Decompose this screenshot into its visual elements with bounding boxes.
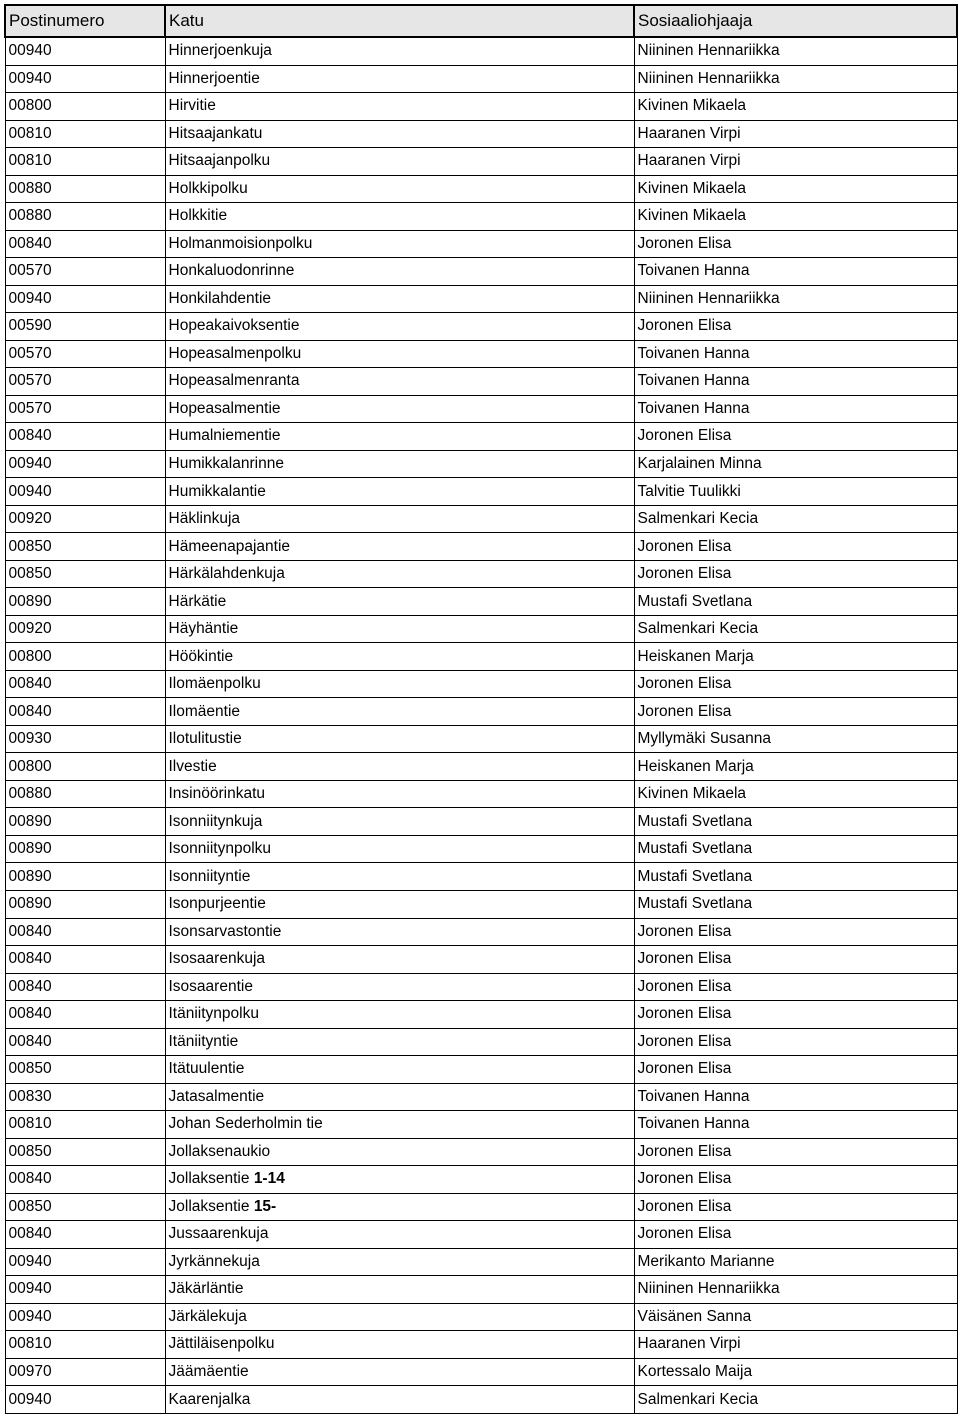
social-worker-cell: Toivanen Hanna (634, 1083, 957, 1111)
postal-code-cell: 00970 (5, 1358, 165, 1386)
table-row (5, 203, 957, 231)
table-row (5, 533, 957, 561)
street-name: Hirvitie (168, 97, 216, 115)
social-worker-cell: Joronen Elisa (634, 1193, 957, 1221)
postal-code-cell: 00840 (5, 698, 165, 726)
street-name: Hopeasalmenranta (168, 372, 300, 390)
postal-code-cell: 00570 (5, 395, 165, 423)
postal-code-cell: 00850 (5, 560, 165, 588)
street-name: Hopeasalmenpolku (168, 344, 302, 362)
social-worker-cell: Niininen Hennariikka (634, 1276, 957, 1304)
header-social-worker: Sosiaaliohjaaja (634, 5, 957, 37)
street-cell (165, 946, 634, 974)
street-name: Jäkärläntie (168, 1280, 244, 1298)
social-worker-cell: Väisänen Sanna (634, 1303, 957, 1331)
street-name: Hitsaajanpolku (168, 152, 271, 170)
street-cell (165, 120, 634, 148)
social-worker-cell: Heiskanen Marja (634, 753, 957, 781)
street-cell (165, 1221, 634, 1249)
table-row (5, 1001, 957, 1029)
street-name: Isonniitynkuja (168, 812, 263, 830)
street-directory-table (4, 4, 958, 1414)
street-cell (165, 1358, 634, 1386)
social-worker-cell: Heiskanen Marja (634, 643, 957, 671)
table-row (5, 835, 957, 863)
street-name: Insinöörinkatu (168, 785, 266, 803)
street-cell (165, 285, 634, 313)
social-worker-cell: Karjalainen Minna (634, 450, 957, 478)
street-name: Hinnerjoenkuja (168, 42, 272, 60)
table-row (5, 1358, 957, 1386)
social-worker-cell: Joronen Elisa (634, 1001, 957, 1029)
street-name: Ilvestie (168, 757, 217, 775)
street-name: Häklinkuja (168, 510, 241, 528)
table-row (5, 698, 957, 726)
social-worker-cell: Mustafi Svetlana (634, 890, 957, 918)
street-cell (165, 175, 634, 203)
street-number-range: 15- (253, 1197, 277, 1215)
street-cell (165, 1001, 634, 1029)
street-cell (165, 1276, 634, 1304)
table-row (5, 37, 957, 65)
social-worker-cell: Mustafi Svetlana (634, 588, 957, 616)
postal-code-cell: 00850 (5, 533, 165, 561)
street-cell (165, 835, 634, 863)
postal-code-cell: 00840 (5, 1001, 165, 1029)
street-cell (165, 395, 634, 423)
street-cell (165, 670, 634, 698)
postal-code-cell: 00940 (5, 1386, 165, 1414)
street-name: Ilotulitustie (168, 730, 242, 748)
table-row (5, 780, 957, 808)
postal-code-cell: 00940 (5, 1276, 165, 1304)
street-name: Isosaarentie (168, 977, 253, 995)
social-worker-cell: Mustafi Svetlana (634, 835, 957, 863)
social-worker-cell: Kortessalo Maija (634, 1358, 957, 1386)
social-worker-cell: Joronen Elisa (634, 1138, 957, 1166)
table-row (5, 93, 957, 121)
postal-code-cell: 00940 (5, 37, 165, 65)
social-worker-cell: Joronen Elisa (634, 973, 957, 1001)
street-name: Itäniitynpolku (168, 1005, 259, 1023)
street-name: Ilomäenpolku (168, 675, 261, 693)
street-name: Järkälekuja (168, 1307, 247, 1325)
street-name: Isosaarenkuja (168, 950, 266, 968)
postal-code-cell: 00940 (5, 1303, 165, 1331)
street-cell (165, 863, 634, 891)
street-name: Jollaksentie (168, 1197, 250, 1215)
table-row (5, 1303, 957, 1331)
table-row (5, 65, 957, 93)
table-row (5, 450, 957, 478)
postal-code-cell: 00800 (5, 643, 165, 671)
social-worker-cell: Kivinen Mikaela (634, 780, 957, 808)
postal-code-cell: 00840 (5, 1221, 165, 1249)
postal-code-cell: 00890 (5, 835, 165, 863)
street-name: Jättiläisenpolku (168, 1335, 275, 1353)
street-cell (165, 478, 634, 506)
social-worker-cell: Joronen Elisa (634, 1028, 957, 1056)
table-row (5, 285, 957, 313)
social-worker-cell: Kivinen Mikaela (634, 175, 957, 203)
postal-code-cell: 00920 (5, 505, 165, 533)
street-cell (165, 368, 634, 396)
table-row (5, 808, 957, 836)
postal-code-cell: 00810 (5, 1111, 165, 1139)
table-row (5, 423, 957, 451)
table-row (5, 560, 957, 588)
street-cell (165, 1303, 634, 1331)
postal-code-cell: 00940 (5, 478, 165, 506)
postal-code-cell: 00810 (5, 120, 165, 148)
postal-code-cell: 00840 (5, 423, 165, 451)
postal-code-cell: 00800 (5, 93, 165, 121)
street-name: Johan Sederholmin tie (168, 1115, 323, 1133)
table-row (5, 1331, 957, 1359)
social-worker-cell: Mustafi Svetlana (634, 808, 957, 836)
table-row (5, 863, 957, 891)
street-name: Honkilahdentie (168, 289, 272, 307)
header-street: Katu (165, 5, 634, 37)
street-name: Isonsarvastontie (168, 922, 282, 940)
postal-code-cell: 00570 (5, 368, 165, 396)
street-number-range: 1-14 (253, 1170, 285, 1188)
table-row (5, 1386, 957, 1414)
social-worker-cell: Salmenkari Kecia (634, 505, 957, 533)
table-row (5, 973, 957, 1001)
table-row (5, 1083, 957, 1111)
street-name: Jatasalmentie (168, 1087, 265, 1105)
table-row (5, 1221, 957, 1249)
social-worker-cell: Haaranen Virpi (634, 148, 957, 176)
street-cell (165, 918, 634, 946)
social-worker-cell: Toivanen Hanna (634, 1111, 957, 1139)
street-name: Hopeasalmentie (168, 399, 281, 417)
street-name: Jäämäentie (168, 1363, 249, 1380)
social-worker-cell: Joronen Elisa (634, 918, 957, 946)
postal-code-cell: 00930 (5, 725, 165, 753)
postal-code-cell: 00570 (5, 340, 165, 368)
street-cell (165, 588, 634, 616)
street-name: Isonniityntie (168, 867, 251, 885)
street-cell (165, 890, 634, 918)
social-worker-cell: Joronen Elisa (634, 1056, 957, 1084)
table-header (5, 5, 957, 37)
social-worker-cell: Joronen Elisa (634, 423, 957, 451)
postal-code-cell: 00570 (5, 258, 165, 286)
street-name: Hopeakaivoksentie (168, 317, 300, 335)
postal-code-cell: 00940 (5, 1248, 165, 1276)
social-worker-cell: Talvitie Tuulikki (634, 478, 957, 506)
social-worker-cell: Haaranen Virpi (634, 1331, 957, 1359)
postal-code-cell: 00850 (5, 1056, 165, 1084)
table-row (5, 1193, 957, 1221)
street-name: Härkätie (168, 592, 227, 610)
street-cell (165, 725, 634, 753)
street-cell (165, 340, 634, 368)
social-worker-cell: Joronen Elisa (634, 670, 957, 698)
table-row (5, 1056, 957, 1084)
social-worker-cell: Mustafi Svetlana (634, 863, 957, 891)
social-worker-cell: Salmenkari Kecia (634, 1386, 957, 1414)
social-worker-cell: Joronen Elisa (634, 1221, 957, 1249)
street-name: Jyrkännekuja (168, 1252, 260, 1270)
social-worker-cell: Niininen Hennariikka (634, 37, 957, 65)
postal-code-cell: 00840 (5, 918, 165, 946)
street-name: Ilomäentie (168, 702, 241, 720)
postal-code-cell: 00890 (5, 808, 165, 836)
street-cell (165, 450, 634, 478)
postal-code-cell: 00840 (5, 230, 165, 258)
street-name: Häyhäntie (168, 620, 239, 638)
social-worker-cell: Toivanen Hanna (634, 340, 957, 368)
table-row (5, 230, 957, 258)
street-name: Isonniitynpolku (168, 840, 272, 858)
postal-code-cell: 00880 (5, 203, 165, 231)
street-cell (165, 313, 634, 341)
street-name: Humikkalantie (168, 482, 266, 500)
street-cell (165, 1138, 634, 1166)
postal-code-cell: 00840 (5, 946, 165, 974)
street-cell (165, 203, 634, 231)
social-worker-cell: Toivanen Hanna (634, 395, 957, 423)
street-name: Hämeenapajantie (168, 537, 291, 555)
postal-code-cell: 00840 (5, 670, 165, 698)
table-row (5, 313, 957, 341)
table-row (5, 890, 957, 918)
table-body (5, 37, 957, 1413)
street-cell (165, 533, 634, 561)
postal-code-cell: 00590 (5, 313, 165, 341)
street-cell (165, 1331, 634, 1359)
table-row (5, 505, 957, 533)
social-worker-cell: Joronen Elisa (634, 1166, 957, 1194)
table-row (5, 1166, 957, 1194)
street-cell (165, 1166, 634, 1194)
social-worker-cell: Kivinen Mikaela (634, 93, 957, 121)
street-name: Jussaarenkuja (168, 1225, 269, 1243)
postal-code-cell: 00840 (5, 973, 165, 1001)
street-name: Humalniementie (168, 427, 281, 445)
social-worker-cell: Kivinen Mikaela (634, 203, 957, 231)
street-cell (165, 560, 634, 588)
social-worker-cell: Haaranen Virpi (634, 120, 957, 148)
street-cell (165, 1193, 634, 1221)
postal-code-cell: 00850 (5, 1138, 165, 1166)
street-cell (165, 615, 634, 643)
social-worker-cell: Toivanen Hanna (634, 258, 957, 286)
social-worker-cell: Joronen Elisa (634, 698, 957, 726)
postal-code-cell: 00940 (5, 65, 165, 93)
social-worker-cell: Joronen Elisa (634, 560, 957, 588)
social-worker-cell: Niininen Hennariikka (634, 285, 957, 313)
street-cell (165, 698, 634, 726)
postal-code-cell: 00890 (5, 863, 165, 891)
street-cell (165, 148, 634, 176)
street-cell (165, 1111, 634, 1139)
street-cell (165, 1028, 634, 1056)
street-cell (165, 258, 634, 286)
table-row (5, 258, 957, 286)
header-postal-code: Postinumero (5, 5, 165, 37)
street-cell (165, 753, 634, 781)
social-worker-cell: Salmenkari Kecia (634, 615, 957, 643)
postal-code-cell: 00830 (5, 1083, 165, 1111)
table-row (5, 918, 957, 946)
street-name: Holmanmoisionpolku (168, 234, 313, 252)
table-row (5, 395, 957, 423)
table-row (5, 725, 957, 753)
street-cell (165, 423, 634, 451)
table-row (5, 175, 957, 203)
social-worker-cell: Toivanen Hanna (634, 368, 957, 396)
table-row (5, 615, 957, 643)
street-cell (165, 1248, 634, 1276)
postal-code-cell: 00890 (5, 588, 165, 616)
header-row (5, 5, 957, 37)
table-row (5, 1111, 957, 1139)
social-worker-cell: Joronen Elisa (634, 533, 957, 561)
postal-code-cell: 00940 (5, 450, 165, 478)
table-row (5, 643, 957, 671)
table-row (5, 1248, 957, 1276)
table-row (5, 340, 957, 368)
table-row (5, 368, 957, 396)
social-worker-cell: Niininen Hennariikka (634, 65, 957, 93)
social-worker-cell: Myllymäki Susanna (634, 725, 957, 753)
postal-code-cell: 00840 (5, 1028, 165, 1056)
street-cell (165, 780, 634, 808)
street-cell (165, 37, 634, 65)
table-row (5, 1276, 957, 1304)
street-cell (165, 93, 634, 121)
street-name: Itätuulentie (168, 1060, 245, 1078)
postal-code-cell: 00920 (5, 615, 165, 643)
street-name: Itäniityntie (168, 1032, 239, 1050)
postal-code-cell: 00840 (5, 1166, 165, 1194)
postal-code-cell: 00800 (5, 753, 165, 781)
street-cell (165, 230, 634, 258)
postal-code-cell: 00810 (5, 1331, 165, 1359)
street-name: Honkaluodonrinne (168, 262, 295, 280)
street-cell (165, 1083, 634, 1111)
table-row (5, 588, 957, 616)
postal-code-cell: 00940 (5, 285, 165, 313)
table-row (5, 670, 957, 698)
street-cell (165, 505, 634, 533)
street-name: Humikkalanrinne (168, 454, 284, 472)
social-worker-cell: Joronen Elisa (634, 313, 957, 341)
street-name: Härkälahdenkuja (168, 565, 285, 583)
street-name: Hinnerjoentie (168, 69, 260, 87)
table-row (5, 1138, 957, 1166)
social-worker-cell: Joronen Elisa (634, 230, 957, 258)
street-cell (165, 1056, 634, 1084)
table-row (5, 478, 957, 506)
postal-code-cell: 00880 (5, 780, 165, 808)
street-cell (165, 1386, 634, 1414)
postal-code-cell: 00810 (5, 148, 165, 176)
street-name: Kaarenjalka (168, 1390, 251, 1408)
street-name: Jollaksenaukio (168, 1142, 271, 1160)
social-worker-cell: Joronen Elisa (634, 946, 957, 974)
table-row (5, 120, 957, 148)
street-name: Jollaksentie (168, 1170, 250, 1188)
social-worker-cell: Merikanto Marianne (634, 1248, 957, 1276)
street-name: Holkkipolku (168, 179, 248, 197)
street-cell (165, 643, 634, 671)
table-row (5, 148, 957, 176)
table-row (5, 946, 957, 974)
street-name: Höökintie (168, 647, 234, 665)
street-name: Isonpurjeentie (168, 895, 266, 913)
street-cell (165, 973, 634, 1001)
street-cell (165, 808, 634, 836)
street-name: Hitsaajankatu (168, 124, 263, 142)
table-row (5, 1028, 957, 1056)
postal-code-cell: 00880 (5, 175, 165, 203)
street-cell (165, 65, 634, 93)
table-row (5, 753, 957, 781)
postal-code-cell: 00850 (5, 1193, 165, 1221)
postal-code-cell: 00890 (5, 890, 165, 918)
street-name: Holkkitie (168, 207, 228, 225)
